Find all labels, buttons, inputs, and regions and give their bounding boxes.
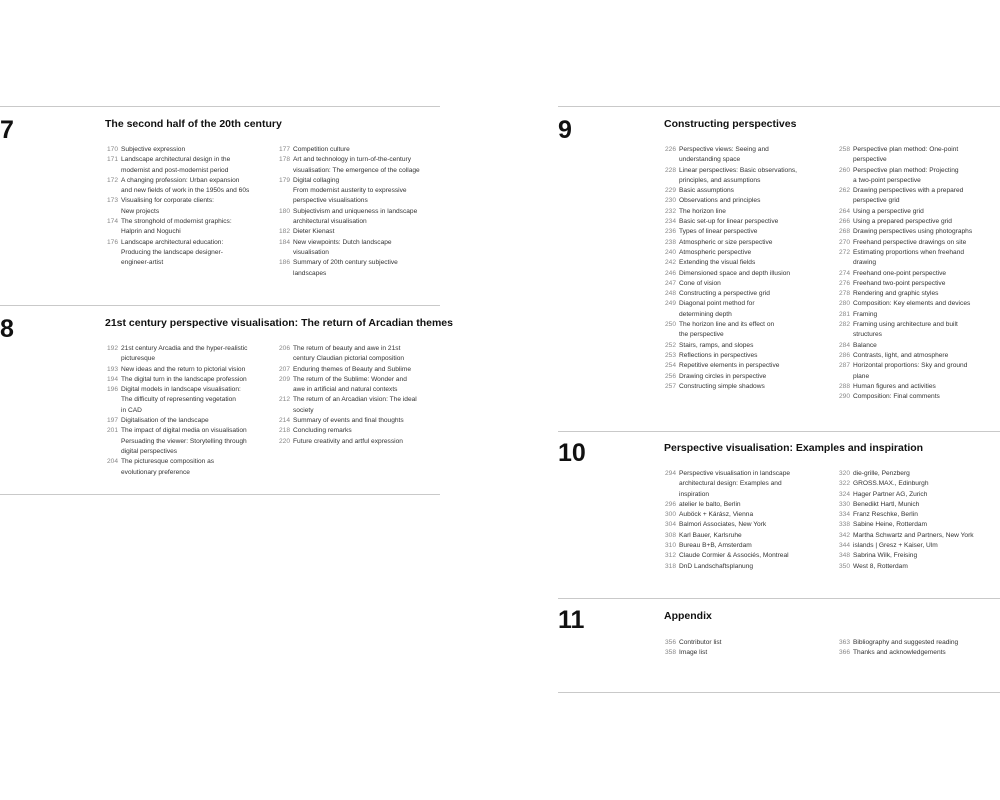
entry-title: Contributor list [679, 639, 722, 646]
page-number: 242 [664, 259, 676, 267]
entry-title: Subjectivism and uniqueness in landscape architectural visualisation [293, 207, 418, 226]
page-number: 230 [664, 197, 676, 205]
entry-title: 21st century Arcadia and the hyper-realistic picturesque [121, 345, 248, 363]
toc-entry [834, 638, 1000, 648]
toc-entry [274, 426, 440, 436]
entry-title: Bureau B+B, Amsterdam [679, 542, 752, 550]
toc-entry [660, 351, 834, 361]
entry-title: The return of the Sublime: Wonder and awe in artificial and natural contexts [293, 375, 407, 394]
page-number: 330 [838, 500, 850, 508]
toc-entry [834, 382, 1000, 392]
page-number: 193 [106, 365, 118, 373]
toc-entry [660, 341, 834, 351]
page-number: 260 [838, 166, 850, 174]
entry-title: Future creativity and artful expression [293, 437, 403, 445]
toc-entry [274, 365, 440, 375]
toc-entry [660, 196, 834, 206]
page-number: 171 [106, 156, 118, 164]
page-number: 177 [278, 146, 290, 153]
toc-entry [102, 365, 274, 375]
page-number: 234 [664, 218, 676, 226]
toc-entry [660, 562, 834, 572]
page-number: 250 [664, 321, 676, 329]
entry-title: Basic set-up for linear perspective [679, 218, 779, 226]
page-number: 280 [838, 300, 850, 308]
entry-title: The impact of digital media on visualisation Persuading the viewer: Storytelling through digital perspectives [121, 427, 247, 455]
entry-title: die-grille, Penzberg [853, 470, 910, 477]
toc-entry [660, 510, 834, 520]
entry-title: Human figures and activities [853, 382, 936, 390]
toc-entry [660, 227, 834, 237]
toc-entry [660, 186, 834, 196]
toc-entry [102, 426, 274, 457]
divider-rule [558, 692, 1000, 693]
page-number: 174 [106, 218, 118, 226]
toc-column [834, 469, 1000, 572]
toc-entry [102, 385, 274, 416]
toc-entry [102, 176, 274, 197]
page-number: 274 [838, 269, 850, 277]
entry-title: Observations and principles [679, 197, 761, 205]
page-number: 287 [838, 362, 850, 370]
entry-title: Sabrina Wilk, Freising [853, 552, 918, 560]
page-number: 206 [278, 345, 290, 352]
toc-entry [660, 207, 834, 217]
page-number: 180 [278, 207, 290, 215]
toc-entry [274, 145, 440, 155]
toc-entry [834, 299, 1000, 309]
chapter-title: 21st century perspective visualisation: The return of Arcadian themes [105, 317, 453, 329]
chapter-number: 10 [558, 439, 586, 467]
toc-entry [660, 382, 834, 392]
entry-title: Linear perspectives: Basic observations, principles, and assumptions [679, 166, 798, 184]
page-number: 232 [664, 207, 676, 215]
toc-column [274, 145, 440, 279]
toc-entry [274, 416, 440, 426]
entry-title: Digital collaging From modernist austerity to expressive perspective visualisations [293, 176, 407, 205]
toc-entry [660, 520, 834, 530]
page-number: 182 [278, 228, 290, 236]
chapter-number: 7 [0, 116, 14, 144]
toc-entry [660, 279, 834, 289]
page-number: 312 [664, 552, 676, 560]
page-number: 178 [278, 156, 290, 164]
page-number: 176 [106, 238, 118, 246]
toc-entry [660, 289, 834, 299]
toc-entry [274, 375, 440, 396]
page-number: 320 [838, 470, 850, 477]
entry-title: Contrasts, light, and atmosphere [853, 351, 949, 359]
entry-title: Drawing perspectives with a prepared perspective grid [853, 187, 964, 205]
entry-title: New viewpoints: Dutch landscape visualisation [293, 238, 392, 256]
chapter-number: 9 [558, 116, 572, 144]
page-number: 288 [838, 382, 850, 390]
page-number: 172 [106, 176, 118, 184]
toc-entry [834, 238, 1000, 248]
entry-title: islands | Gresz + Kaiser, Ulm [853, 542, 938, 550]
toc-entry [834, 490, 1000, 500]
entry-title: Thanks and acknowledgements [853, 649, 946, 657]
page-number: 363 [838, 639, 850, 646]
entry-title: Digitalisation of the landscape [121, 417, 209, 425]
page-number: 173 [106, 197, 118, 205]
toc-entry [274, 155, 440, 176]
page-number: 304 [664, 521, 676, 529]
entry-title: Composition: Final comments [853, 393, 940, 401]
toc-entry [834, 531, 1000, 541]
page-number: 334 [838, 511, 850, 519]
page-number: 252 [664, 341, 676, 349]
entry-title: Karl Bauer, Karlsruhe [679, 531, 742, 539]
page-number: 264 [838, 207, 850, 215]
toc-entry [660, 166, 834, 187]
toc-entry [834, 217, 1000, 227]
entry-title: Perspective visualisation in landscape architectural design: Examples and inspiration [679, 470, 791, 498]
toc-entry [834, 351, 1000, 361]
page-number: 228 [664, 166, 676, 174]
toc-entry [834, 562, 1000, 572]
page-number: 204 [106, 458, 118, 466]
entry-title: Competition culture [293, 146, 350, 153]
toc-entry [834, 500, 1000, 510]
entry-title: Repetitive elements in perspective [679, 362, 780, 370]
divider-rule [0, 494, 440, 495]
toc-entry [660, 145, 834, 166]
entry-title: Perspective plan method: Projecting a two-point perspective [853, 166, 959, 184]
toc-entry [834, 341, 1000, 351]
page-number: 194 [106, 375, 118, 383]
toc-entry [274, 344, 440, 365]
entry-title: Hager Partner AG, Zurich [853, 490, 928, 498]
toc-entry [102, 145, 274, 155]
page-number: 220 [278, 437, 290, 445]
toc-entry [834, 269, 1000, 279]
toc-entry [660, 269, 834, 279]
entry-title: Constructing simple shadows [679, 382, 765, 390]
page-number: 294 [664, 470, 676, 477]
toc-entry [274, 395, 440, 416]
toc-entry [660, 217, 834, 227]
entry-title: Freehand two-point perspective [853, 279, 946, 287]
toc-entry [274, 176, 440, 207]
divider-rule [558, 598, 1000, 599]
entry-title: New ideas and the return to pictorial vision [121, 365, 246, 373]
toc-entry [274, 227, 440, 237]
chapter-number: 11 [558, 606, 585, 634]
entry-title: Atmospheric perspective [679, 248, 752, 256]
page-number: 207 [278, 365, 290, 373]
page-number: 366 [838, 649, 850, 657]
page-number: 268 [838, 228, 850, 236]
page-number: 266 [838, 218, 850, 226]
toc-entry [834, 227, 1000, 237]
entry-title: Types of linear perspective [679, 228, 758, 236]
toc-column [102, 145, 274, 269]
page-number: 238 [664, 238, 676, 246]
toc-entry [834, 207, 1000, 217]
chapter-title: The second half of the 20th century [105, 118, 282, 130]
chapter-title: Constructing perspectives [664, 118, 797, 130]
entry-title: The horizon line and its effect on the perspective [679, 321, 775, 339]
entry-title: The return of an Arcadian vision: The ideal society [293, 396, 417, 414]
entry-title: Image list [679, 649, 708, 657]
toc-column [660, 145, 834, 392]
toc-column [102, 344, 274, 478]
page-number: 201 [106, 427, 118, 435]
entry-title: Balmori Associates, New York [679, 521, 767, 529]
toc-entry [660, 500, 834, 510]
toc-entry [660, 541, 834, 551]
page-number: 348 [838, 552, 850, 560]
entry-title: Framing [853, 310, 878, 318]
entry-title: A changing profession: Urban expansion and new fields of work in the 1950s and 60s [121, 176, 250, 195]
page-number: 284 [838, 341, 850, 349]
toc-entry [102, 217, 274, 238]
entry-title: Auböck + Kárász, Vienna [679, 511, 754, 519]
page-number: 310 [664, 542, 676, 550]
entry-title: The horizon line [679, 207, 726, 215]
divider-rule [558, 431, 1000, 432]
entry-title: Perspective views: Seeing and understanding space [679, 146, 769, 164]
entry-title: Freehand one-point perspective [853, 269, 947, 277]
toc-entry [834, 361, 1000, 382]
toc-entry [660, 372, 834, 382]
entry-title: Using a prepared perspective grid [853, 218, 952, 226]
entry-title: atelier le balto, Berlin [679, 500, 741, 508]
entry-title: Enduring themes of Beauty and Sublime [293, 365, 412, 373]
chapter-title: Perspective visualisation: Examples and inspiration [664, 442, 924, 454]
toc-entry [834, 248, 1000, 269]
entry-title: Constructing a perspective grid [679, 290, 770, 298]
toc-column [660, 469, 834, 572]
toc-entry [834, 310, 1000, 320]
entry-title: Using a perspective grid [853, 207, 924, 215]
entry-title: Martha Schwartz and Partners, New York [853, 531, 974, 539]
page-number: 338 [838, 521, 850, 529]
toc-entry [274, 437, 440, 447]
page-number: 257 [664, 382, 676, 390]
toc-entry [102, 375, 274, 385]
toc-entry [834, 186, 1000, 207]
page-number: 286 [838, 351, 850, 359]
entry-title: Landscape architectural education: Producing the landscape designer- engineer-artist [121, 238, 224, 267]
entry-title: Extending the visual fields [679, 259, 756, 267]
page-number: 350 [838, 562, 850, 570]
page-number: 226 [664, 146, 676, 153]
toc-column [274, 344, 440, 447]
toc-entry [834, 392, 1000, 402]
divider-rule [0, 305, 440, 306]
entry-title: Drawing circles in perspective [679, 372, 767, 380]
page-number: 281 [838, 310, 850, 318]
page-number: 290 [838, 393, 850, 401]
toc-entry [274, 207, 440, 228]
entry-title: GROSS.MAX., Edinburgh [853, 480, 929, 488]
page-number: 300 [664, 511, 676, 519]
toc-entry [102, 155, 274, 176]
chapter-number: 8 [0, 315, 14, 343]
entry-title: The digital turn in the landscape profession [121, 375, 247, 383]
page-number: 258 [838, 146, 850, 153]
entry-title: Summary of 20th century subjective landscapes [293, 259, 398, 277]
page-number: 229 [664, 187, 676, 195]
entry-title: Composition: Key elements and devices [853, 300, 971, 308]
page-number: 342 [838, 531, 850, 539]
entry-title: West 8, Rotterdam [853, 562, 908, 570]
toc-entry [102, 238, 274, 269]
entry-title: Visualising for corporate clients: New projects [121, 197, 214, 215]
page-number: 256 [664, 372, 676, 380]
entry-title: The picturesque composition as evolutionary preference [121, 458, 215, 476]
entry-title: Landscape architectural design in the modernist and post-modernist period [121, 156, 231, 174]
entry-title: Dimensioned space and depth illusion [679, 269, 791, 277]
page-number: 270 [838, 238, 850, 246]
entry-title: Dieter Kienast [293, 228, 335, 236]
entry-title: Diagonal point method for determining depth [679, 300, 755, 318]
entry-title: Stairs, ramps, and slopes [679, 341, 754, 349]
toc-entry [660, 469, 834, 500]
divider-rule [558, 106, 1000, 107]
toc-entry [834, 320, 1000, 341]
entry-title: Digital models in landscape visualisation: The difficulty of representing vegetation in CAD [121, 386, 241, 414]
page-number: 356 [664, 639, 676, 646]
entry-title: Balance [853, 341, 877, 349]
entry-title: Atmospheric or size perspective [679, 238, 773, 246]
page-number: 197 [106, 417, 118, 425]
toc-entry [660, 648, 834, 658]
toc-entry [102, 196, 274, 217]
page-number: 170 [106, 146, 118, 153]
toc-entry [274, 238, 440, 259]
toc-column [660, 638, 834, 659]
entry-title: Rendering and graphic styles [853, 290, 939, 298]
page-number: 262 [838, 187, 850, 195]
toc-entry [834, 541, 1000, 551]
toc-entry [834, 551, 1000, 561]
toc-entry [102, 344, 274, 365]
toc-entry [834, 279, 1000, 289]
toc-entry [834, 166, 1000, 187]
page-number: 218 [278, 427, 290, 435]
toc-column [834, 638, 1000, 659]
toc-entry [660, 238, 834, 248]
page-number: 318 [664, 562, 676, 570]
entry-title: The return of beauty and awe in 21st century Claudian pictorial composition [293, 345, 405, 363]
entry-title: Perspective plan method: One-point perspective [853, 146, 959, 164]
entry-title: Subjective expression [121, 146, 186, 153]
entry-title: DnD Landschaftsplanung [679, 562, 754, 570]
toc-entry [274, 258, 440, 279]
entry-title: Framing using architecture and built structures [853, 321, 958, 339]
entry-title: Sabine Heine, Rotterdam [853, 521, 928, 529]
entry-title: Benedikt Hartl, Munich [853, 500, 920, 508]
entry-title: Freehand perspective drawings on site [853, 238, 967, 246]
page-number: 282 [838, 321, 850, 329]
entry-title: Claude Cormier & Associés, Montreal [679, 552, 789, 560]
page-number: 196 [106, 386, 118, 394]
page-number: 209 [278, 375, 290, 383]
entry-title: Art and technology in turn-of-the-century visualisation: The emergence of the collage [293, 156, 420, 174]
toc-entry [660, 320, 834, 341]
page-number: 249 [664, 300, 676, 308]
toc-entry [834, 145, 1000, 166]
entry-title: Bibliography and suggested reading [853, 639, 959, 646]
entry-title: Summary of events and final thoughts [293, 417, 404, 425]
page-number: 184 [278, 238, 290, 246]
page-number: 247 [664, 279, 676, 287]
entry-title: Horizontal proportions: Sky and ground plane [853, 362, 968, 380]
page-number: 214 [278, 417, 290, 425]
divider-rule [0, 106, 440, 107]
entry-title: Concluding remarks [293, 427, 352, 435]
toc-entry [660, 258, 834, 268]
page-number: 192 [106, 345, 118, 352]
page-number: 276 [838, 279, 850, 287]
page-number: 358 [664, 649, 676, 657]
toc-entry [660, 299, 834, 320]
entry-title: Cone of vision [679, 279, 721, 287]
toc-entry [102, 457, 274, 478]
page-number: 186 [278, 259, 290, 267]
toc-entry [660, 551, 834, 561]
page-number: 212 [278, 396, 290, 404]
page-number: 254 [664, 362, 676, 370]
toc-entry [102, 416, 274, 426]
entry-title: Franz Reschke, Berlin [853, 511, 918, 519]
page-number: 308 [664, 531, 676, 539]
entry-title: The stronghold of modernist graphics: Halprin and Noguchi [121, 218, 232, 236]
toc-entry [834, 479, 1000, 489]
page-number: 179 [278, 176, 290, 184]
page-number: 253 [664, 351, 676, 359]
toc-entry [660, 531, 834, 541]
toc-entry [834, 289, 1000, 299]
toc-entry [834, 510, 1000, 520]
toc-entry [660, 248, 834, 258]
page-number: 296 [664, 500, 676, 508]
page-number: 322 [838, 480, 850, 488]
page-number: 344 [838, 542, 850, 550]
page-number: 324 [838, 490, 850, 498]
page-number: 246 [664, 269, 676, 277]
page-number: 272 [838, 248, 850, 256]
toc-entry [660, 361, 834, 371]
page-number: 240 [664, 248, 676, 256]
toc-column [834, 145, 1000, 402]
page-number: 278 [838, 290, 850, 298]
chapter-title: Appendix [664, 610, 712, 622]
entry-title: Basic assumptions [679, 187, 734, 195]
toc-entry [834, 648, 1000, 658]
toc-entry [660, 638, 834, 648]
entry-title: Reflections in perspectives [679, 351, 758, 359]
entry-title: Drawing perspectives using photographs [853, 228, 973, 236]
toc-entry [834, 520, 1000, 530]
page-number: 248 [664, 290, 676, 298]
entry-title: Estimating proportions when freehand drawing [853, 248, 965, 267]
toc-entry [834, 469, 1000, 479]
page-number: 236 [664, 228, 676, 236]
